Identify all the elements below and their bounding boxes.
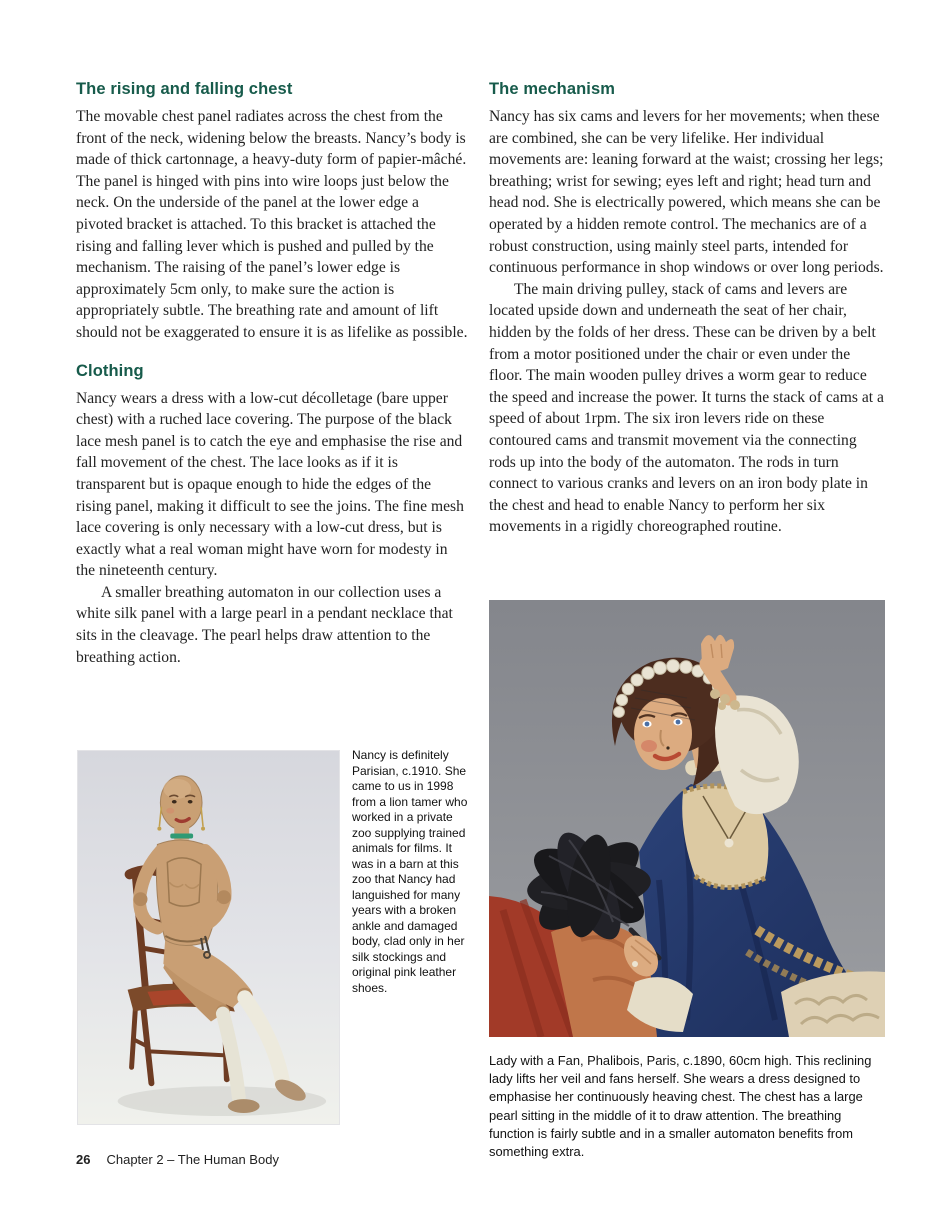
section-heading: The mechanism (489, 80, 616, 98)
lady-with-fan-caption: Lady with a Fan, Phalibois, Paris, c.1890, 60cm high. This reclining lady lifts her veil and fans herself. She wears a dress designed to emphasise her continuously heaving chest. The chest has a large pearl sitting in the middle of it to draw attention. The breathing function is fairly subtle and in a smaller automaton benefits from something extra. (489, 1053, 872, 1160)
body-paragraph: A smaller breathing automaton in our collection uses a white silk panel with a large pearl in a pendant necklace that sits in the cleavage. The pearl helps draw attention to the breathing action. (76, 583, 453, 666)
nancy-automaton-illustration (78, 751, 339, 1124)
page-footer (76, 1152, 279, 1167)
section-rising-falling-chest (76, 80, 469, 344)
running-title: Chapter 2 – The Human Body (106, 1152, 279, 1167)
right-column (489, 80, 885, 556)
body-paragraph: Nancy wears a dress with a low-cut décolletage (bare upper chest) with a ruched lace covering. The purpose of the black lace mesh panel is to catch the eye and emphasise the rise and fall movement of the chest. The lace looks as if it is transparent but is opaque enough to hide the edges of the rising panel, making it difficult to see the joins. The fine mesh lace covering is only necessary with a low-cut dress, but is exactly what a real woman might have worn for modesty in the nineteenth century. (76, 389, 464, 580)
section-heading: The rising and falling chest (76, 80, 293, 98)
section-heading: Clothing (76, 361, 144, 380)
section-clothing (76, 362, 469, 669)
page-number: 26 (76, 1152, 91, 1167)
body-paragraph: The main driving pulley, stack of cams and levers are located upside down and underneath the seat of her chair, hidden by the folds of her dress. These can be driven by a belt from a motor positioned under the chair or even under the floor. The main wooden pulley drives a worm gear to reduce the speed and increase the power. It turns the stack of cams at a speed of about 1rpm. The six iron levers ride on these contoured cams and transmit movement via the connecting rods up into the body of the automaton. The rods in turn connect to various cranks and levers on an iron body plate in the chest and head to enable Nancy to perform her six movements in a rigidly choreographed routine. (489, 280, 884, 536)
nancy-photo-caption: Nancy is definitely Parisian, c.1910. She came to us in 1998 from a lion tamer who worked in a private zoo supplying trained animals for films. It was in a barn at this zoo that Nancy had languished for many years with a broken ankle and damaged body, clad only in her silk stockings and original pink leather shoes. (352, 748, 468, 995)
lady-with-fan-illustration (489, 600, 885, 1037)
lady-with-fan-photo (489, 600, 885, 1037)
section-mechanism (489, 80, 885, 538)
body-paragraph: Nancy has six cams and levers for her movements; when these are combined, she can be very lifelike. Her individual movements are: leaning forward at the waist; crossing her legs; breathing; wrist for sewing; eyes left and right; head turn and head nod. She is electrically powered, which means she can be operated by a hidden remote control. The mechanics are of a robust construction, using mainly steel parts, intended for continuous performance in shop windows or over long periods. (489, 108, 884, 277)
nancy-automaton-photo (77, 750, 340, 1125)
left-column (76, 80, 469, 686)
body-paragraph: The movable chest panel radiates across the chest from the front of the neck, widening below the breasts. Nancy’s body is made of thick cartonnage, a heavy-duty form of papier-mâché. The panel is hinged with pins into wire loops just below the neck. On the underside of the panel at the lower edge a pivoted bracket is attached. To this bracket is attached the rising and falling lever which is pushed and pulled by the mechanism. The raising of the panel’s lower edge is approximately 5cm only, to make sure the action is appropriately subtle. The breathing rate and amount of lift should not be exaggerated to ensure it is as lifelike as possible. (76, 108, 468, 341)
